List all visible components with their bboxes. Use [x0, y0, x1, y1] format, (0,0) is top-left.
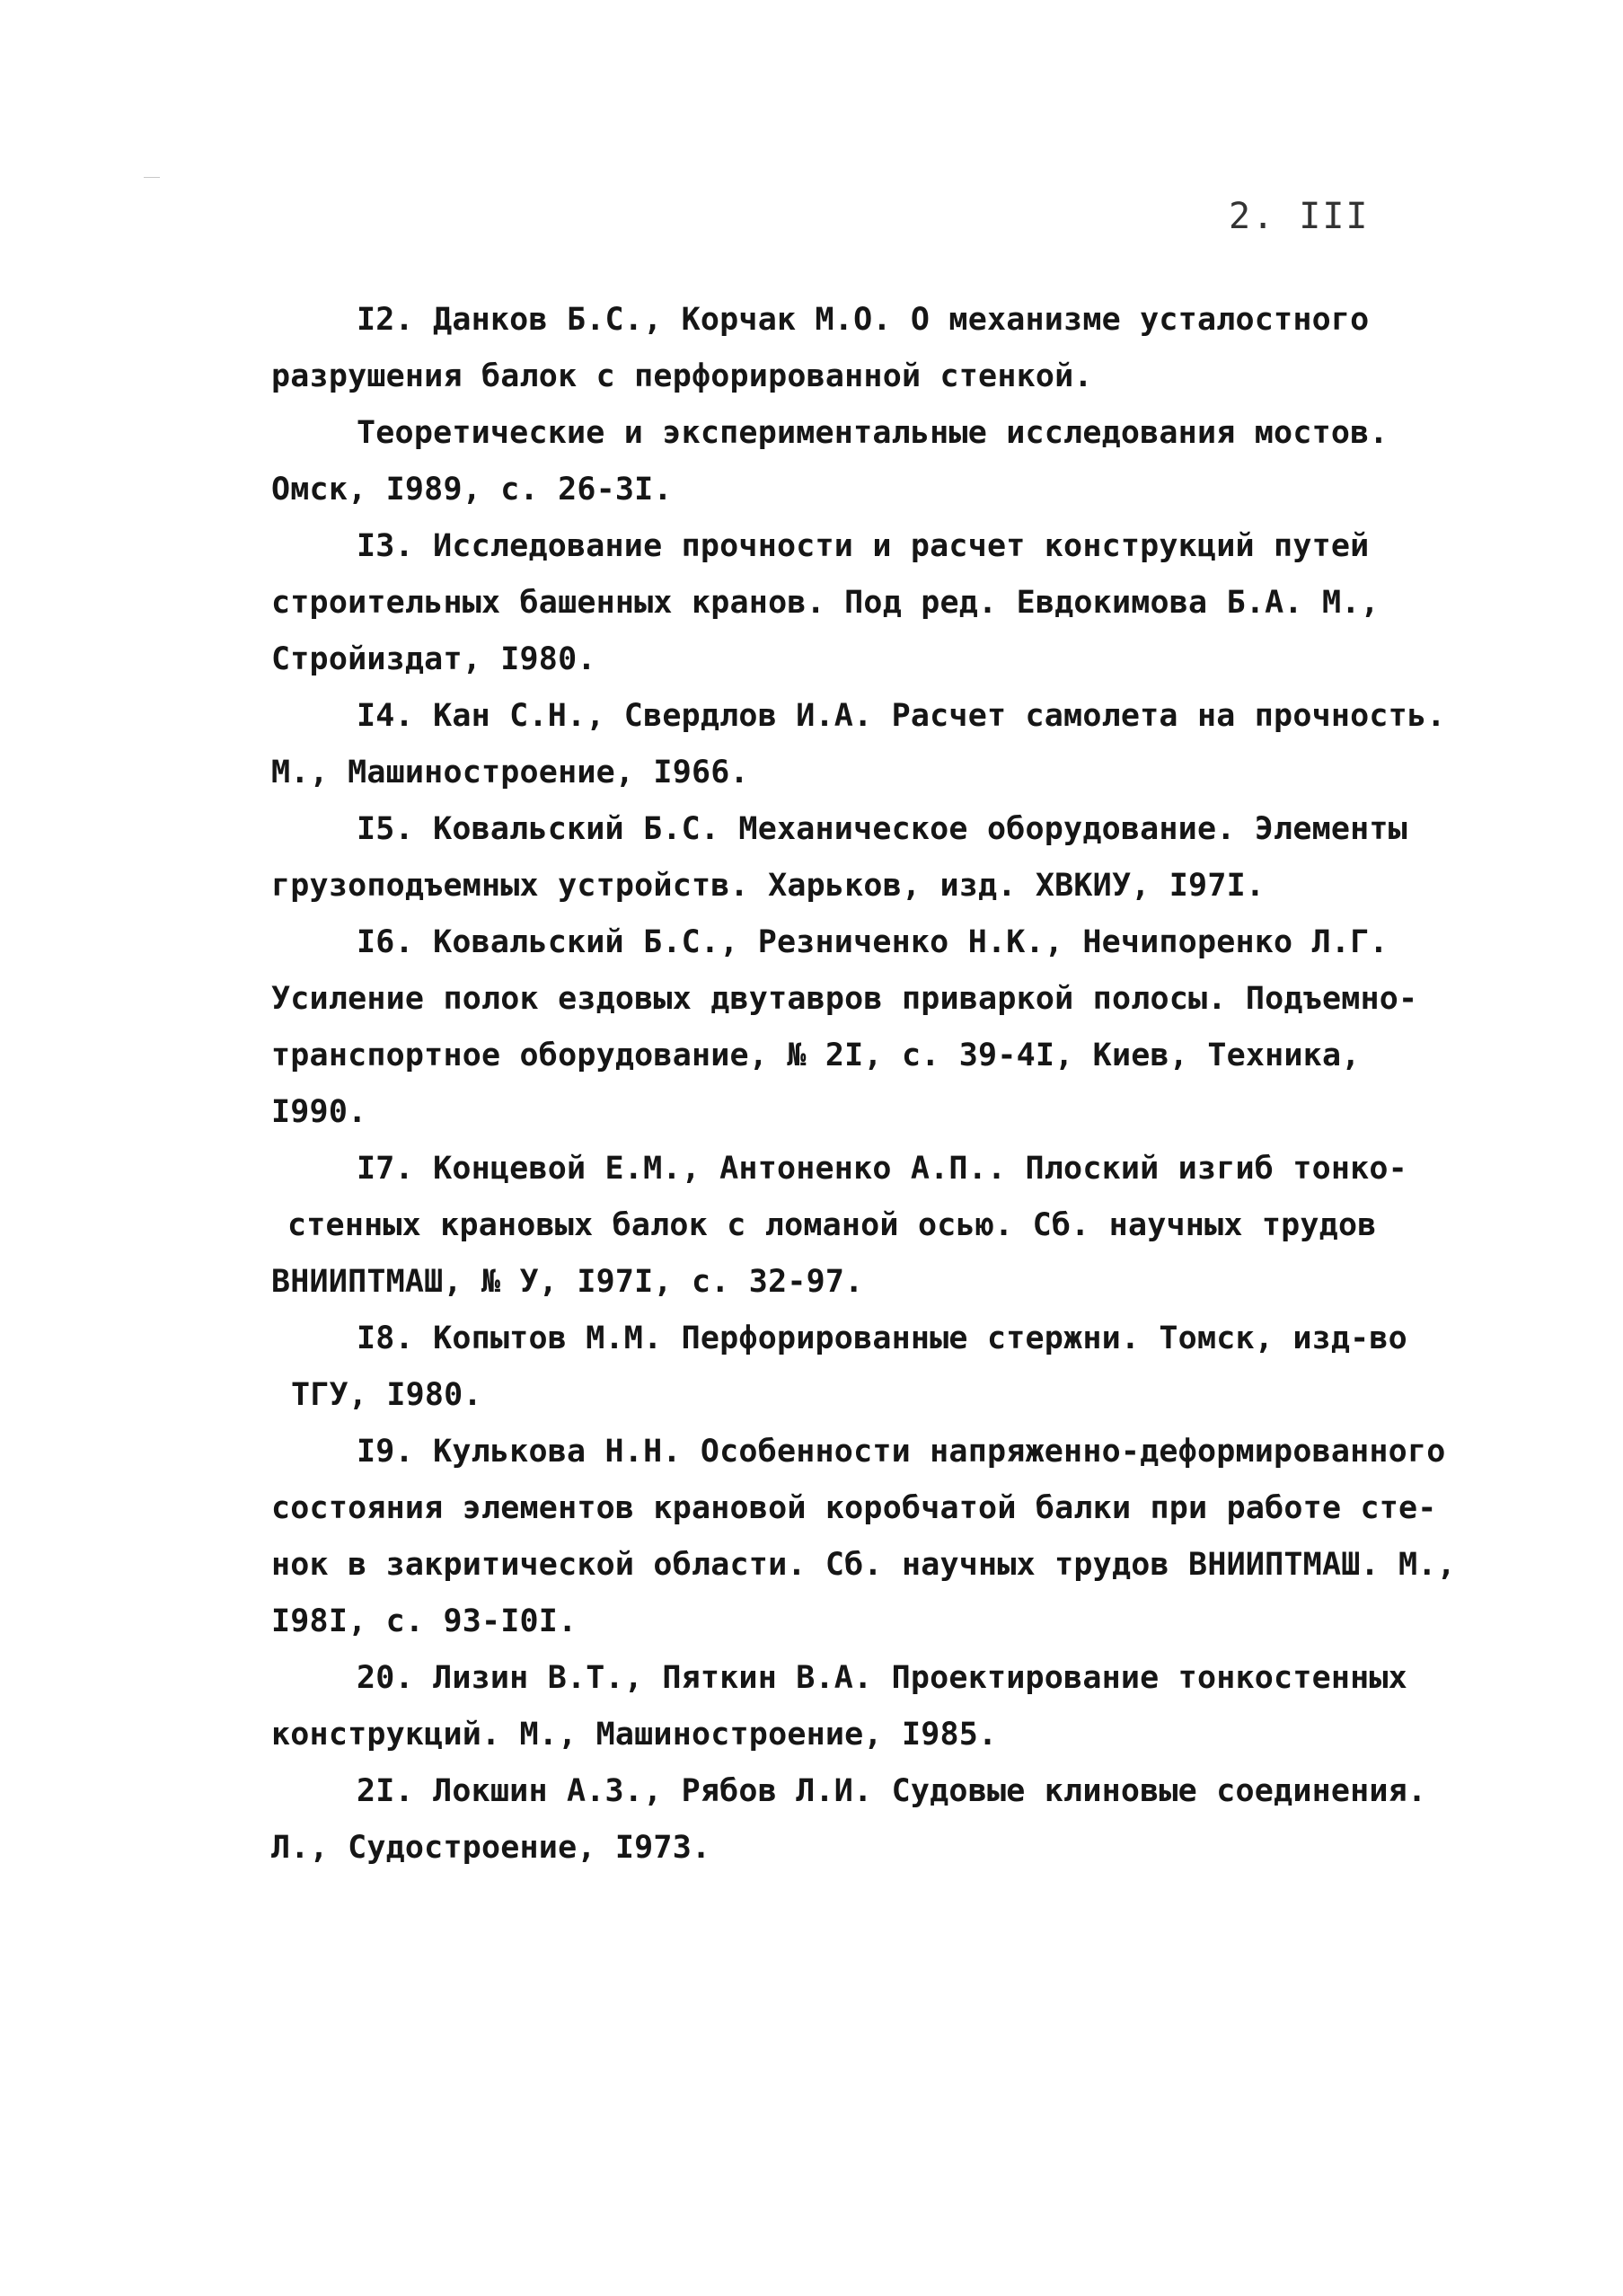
reference-19-line-2: состояния элементов крановой коробчатой балки при работе сте-: [271, 1490, 1437, 1526]
reference-16-line-2: Усиление полок ездовых двутавров приваркой полосы. Подъемно-: [271, 981, 1418, 1017]
reference-13-line-1: I3. Исследование прочности и расчет конструкций путей: [357, 528, 1370, 564]
reference-16-line-3: транспортное оборудование, № 2I, с. 39-4I, Киев, Техника,: [271, 1038, 1361, 1073]
reference-12-line-1: I2. Данков Б.С., Корчак М.О. О механизме усталостного: [357, 302, 1370, 338]
reference-13-line-3: Стройиздат, I980.: [271, 641, 596, 677]
reference-16-line-1: I6. Ковальский Б.С., Резниченко Н.К., Нечипоренко Л.Г.: [357, 924, 1389, 960]
reference-19-line-1: I9. Кулькова Н.Н. Особенности напряженно-деформированного: [357, 1434, 1446, 1470]
margin-mark: [144, 177, 160, 178]
reference-18-line-2: ТГУ, I980.: [291, 1377, 482, 1413]
reference-17-line-1: I7. Концевой Е.М., Антоненко А.П.. Плоский изгиб тонко-: [357, 1151, 1407, 1187]
reference-13-line-2: строительных башенных кранов. Под ред. Евдокимова Б.А. М.,: [271, 585, 1380, 621]
reference-16-line-4: I990.: [271, 1094, 367, 1130]
reference-14-line-2: М., Машиностроение, I966.: [271, 755, 749, 790]
reference-12-line-2: разрушения балок с перфорированной стенкой.: [271, 358, 1093, 394]
reference-12-line-3: Теоретические и экспериментальные исследования мостов.: [357, 415, 1389, 451]
reference-19-line-4: I98I, с. 93-I0I.: [271, 1603, 578, 1639]
reference-17-line-3: ВНИИПТМАШ, № У, I97I, с. 32-97.: [271, 1264, 864, 1300]
reference-list: [271, 292, 1456, 1877]
reference-20-line-2: конструкций. М., Машиностроение, I985.: [271, 1717, 998, 1753]
page-number: 2. III: [1229, 196, 1370, 237]
reference-17-line-2: стенных крановых балок с ломаной осью. Сб. научных трудов: [287, 1207, 1377, 1243]
reference-21-line-1: 2I. Локшин А.З., Рябов Л.И. Судовые клиновые соединения.: [357, 1773, 1427, 1809]
reference-19-line-3: нок в закритической области. Сб. научных трудов ВНИИПТМАШ. М.,: [271, 1547, 1456, 1583]
reference-18-line-1: I8. Копытов М.М. Перфорированные стержни. Томск, изд-во: [357, 1320, 1407, 1356]
reference-12-line-4: Омск, I989, с. 26-3I.: [271, 472, 673, 508]
reference-21-line-2: Л., Судостроение, I973.: [271, 1830, 711, 1866]
reference-20-line-1: 20. Лизин В.Т., Пяткин В.А. Проектирование тонкостенных: [357, 1660, 1407, 1696]
reference-15-line-1: I5. Ковальский Б.С. Механическое оборудование. Элементы: [357, 811, 1407, 847]
reference-15-line-2: грузоподъемных устройств. Харьков, изд. ХВКИУ, I97I.: [271, 868, 1266, 904]
reference-14-line-1: I4. Кан С.Н., Свердлов И.А. Расчет самолета на прочность.: [357, 698, 1446, 734]
